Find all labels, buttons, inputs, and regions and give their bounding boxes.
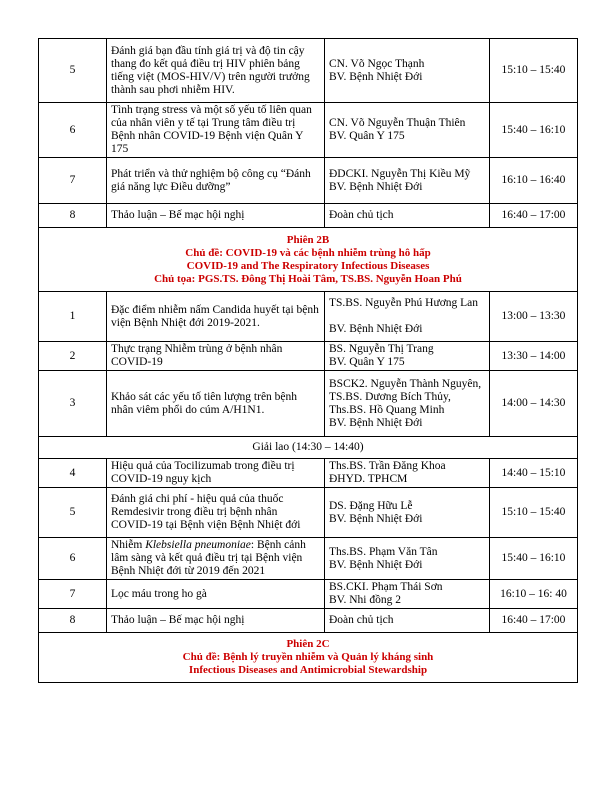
break-row: [39, 437, 578, 459]
agenda-row: [39, 39, 578, 103]
talk-title-italic: Klebsiella pneumoniae: [145, 539, 251, 551]
speaker-line: BSCK2. Nguyễn Thành Nguyên, TS.BS. Dương Bích Thủy, Ths.BS. Hồ Quang Minh: [329, 377, 482, 416]
talk-title: Hiệu quả của Tocilizumab trong điều trị COVID-19 nguy kịch: [107, 459, 325, 488]
agenda-row: [39, 342, 578, 371]
speaker-line: BV. Bệnh Nhiệt Đới: [329, 70, 423, 83]
row-number: 1: [39, 292, 107, 342]
speaker-cell: [325, 459, 490, 488]
speaker-line: ĐDCKI. Nguyễn Thị Kiều Mỹ: [329, 167, 471, 180]
session-2c-header-line: Infectious Diseases and Antimicrobial Stewardship: [188, 664, 428, 676]
time-slot: 15:10 – 15:40: [490, 488, 578, 538]
row-number: 7: [39, 580, 107, 609]
row-number: 5: [39, 488, 107, 538]
session-2b-header-line: COVID-19 and The Respiratory Infectious Diseases: [186, 259, 430, 272]
speaker-cell: [325, 580, 490, 609]
time-slot: 15:40 – 16:10: [490, 103, 578, 158]
speaker-line: BV. Bệnh Nhiệt Đới: [329, 512, 423, 525]
time-slot: 16:40 – 17:00: [490, 609, 578, 633]
speaker-line: Đoàn chủ tịch: [329, 614, 394, 626]
agenda-row: [39, 609, 578, 633]
talk-title: Thảo luận – Bế mạc hội nghị: [107, 204, 325, 228]
speaker-line: CN. Võ Nguyễn Thuận Thiên: [329, 117, 466, 129]
agenda-row: [39, 292, 578, 342]
session-2c-header: [39, 633, 578, 683]
speaker-cell: [325, 39, 490, 103]
speaker-cell: [325, 538, 490, 580]
talk-title-prefix: Nhiễm: [111, 539, 146, 551]
talk-title: Tình trạng stress và một số yếu tố liên quan của nhân viên y tế tại Trung tâm điều trị Bệnh nhân COVID-19 Bệnh viện Quân Y 175: [107, 103, 325, 158]
speaker-cell: [325, 371, 490, 437]
talk-title-suffix: : Bệnh cảnh lâm sàng và kết quả điều trị tại Bệnh viện Bệnh Nhiệt đới từ 2019 đến 2021: [111, 539, 306, 577]
time-slot: 13:30 – 14:00: [490, 342, 578, 371]
speaker-line: [329, 310, 485, 323]
talk-title: Thực trạng Nhiễm trùng ở bệnh nhân COVID-19: [107, 342, 325, 371]
program-table: [38, 38, 578, 683]
row-number: 4: [39, 459, 107, 488]
speaker-cell: [325, 609, 490, 633]
talk-title: Đặc điểm nhiễm nấm Candida huyết tại bệnh viện Bệnh Nhiệt đới 2019-2021.: [107, 292, 325, 342]
speaker-line: BS. Nguyễn Thị Trang: [329, 343, 434, 355]
talk-title: Thảo luận – Bế mạc hội nghị: [107, 609, 325, 633]
speaker-line: ĐHYD. TPHCM: [329, 473, 408, 485]
agenda-row: [39, 580, 578, 609]
speaker-line: DS. Đặng Hữu Lễ: [329, 499, 413, 512]
row-number: 5: [39, 39, 107, 103]
speaker-line: Đoàn chủ tịch: [329, 209, 394, 221]
row-number: 8: [39, 609, 107, 633]
row-number: 2: [39, 342, 107, 371]
time-slot: 15:40 – 16:10: [490, 538, 578, 580]
talk-title: [107, 538, 325, 580]
agenda-row: [39, 371, 578, 437]
session-2c-header-line: Chủ đề: Bệnh lý truyền nhiễm và Quản lý kháng sinh: [182, 651, 434, 663]
agenda-row: [39, 103, 578, 158]
session-2c-header-cell: [39, 633, 578, 683]
speaker-cell: [325, 488, 490, 538]
speaker-cell: [325, 158, 490, 204]
time-slot: 16:10 – 16: 40: [490, 580, 578, 609]
speaker-cell: [325, 103, 490, 158]
speaker-line: CN. Võ Ngọc Thạnh: [329, 57, 425, 70]
row-number: 8: [39, 204, 107, 228]
speaker-line: BV. Bệnh Nhiệt Đới: [329, 323, 423, 335]
time-slot: 14:00 – 14:30: [490, 371, 578, 437]
agenda-row: [39, 158, 578, 204]
speaker-cell: [325, 292, 490, 342]
time-slot: 13:00 – 13:30: [490, 292, 578, 342]
speaker-cell: [325, 204, 490, 228]
time-slot: 15:10 – 15:40: [490, 39, 578, 103]
session-2b-header-line: Phiên 2B: [286, 233, 330, 246]
session-2b-header-line: Chủ tọa: PGS.TS. Đông Thị Hoài Tâm, TS.BS. Nguyễn Hoan Phú: [154, 272, 462, 285]
talk-title: Phát triển và thử nghiệm bộ công cụ “Đánh giá năng lực Điều dưỡng”: [107, 158, 325, 204]
speaker-line: BV. Bệnh Nhiệt Đới: [329, 180, 423, 193]
session-2b-header-line: Chủ đề: COVID-19 và các bệnh nhiễm trùng hô hấp: [185, 246, 431, 259]
speaker-line: Ths.BS. Trần Đăng Khoa: [329, 460, 446, 472]
speaker-line: BV. Bệnh Nhiệt Đới: [329, 416, 423, 429]
break-label: Giải lao (14:30 – 14:40): [39, 437, 578, 459]
speaker-line: BV. Quân Y 175: [329, 356, 405, 368]
agenda-row: [39, 538, 578, 580]
session-2b-header-cell: [39, 228, 578, 292]
speaker-line: Ths.BS. Phạm Văn Tân: [329, 545, 438, 558]
session-2c-header-line: Phiên 2C: [286, 638, 330, 650]
session-2b-header: [39, 228, 578, 292]
time-slot: 16:40 – 17:00: [490, 204, 578, 228]
speaker-line: BV. Bệnh Nhiệt Đới: [329, 558, 423, 571]
agenda-row: [39, 204, 578, 228]
row-number: 6: [39, 538, 107, 580]
talk-title: Khảo sát các yếu tố tiên lượng trên bệnh nhân viêm phổi do cúm A/H1N1.: [107, 371, 325, 437]
speaker-line: BV. Nhi đồng 2: [329, 594, 401, 606]
time-slot: 14:40 – 15:10: [490, 459, 578, 488]
speaker-cell: [325, 342, 490, 371]
agenda-row: [39, 488, 578, 538]
speaker-line: BS.CKI. Phạm Thái Sơn: [329, 581, 443, 593]
row-number: 3: [39, 371, 107, 437]
speaker-line: BV. Quân Y 175: [329, 130, 405, 142]
talk-title: Lọc máu trong ho gà: [107, 580, 325, 609]
speaker-line: TS.BS. Nguyễn Phú Hương Lan: [329, 297, 479, 309]
talk-title: Đánh giá chi phí - hiệu quả của thuốc Remdesivir trong điều trị bệnh nhân COVID-19 tại Bệnh viện Bệnh Nhiệt đới: [107, 488, 325, 538]
row-number: 6: [39, 103, 107, 158]
row-number: 7: [39, 158, 107, 204]
agenda-row: [39, 459, 578, 488]
talk-title: Đánh giá bạn đầu tính giá trị và độ tin cậy thang đo kết quả điều trị HIV phiên bảng tiếng việt (MOS-HIV/V) trên người trưởng thành sau phơi nhiễm HIV.: [107, 39, 325, 103]
time-slot: 16:10 – 16:40: [490, 158, 578, 204]
